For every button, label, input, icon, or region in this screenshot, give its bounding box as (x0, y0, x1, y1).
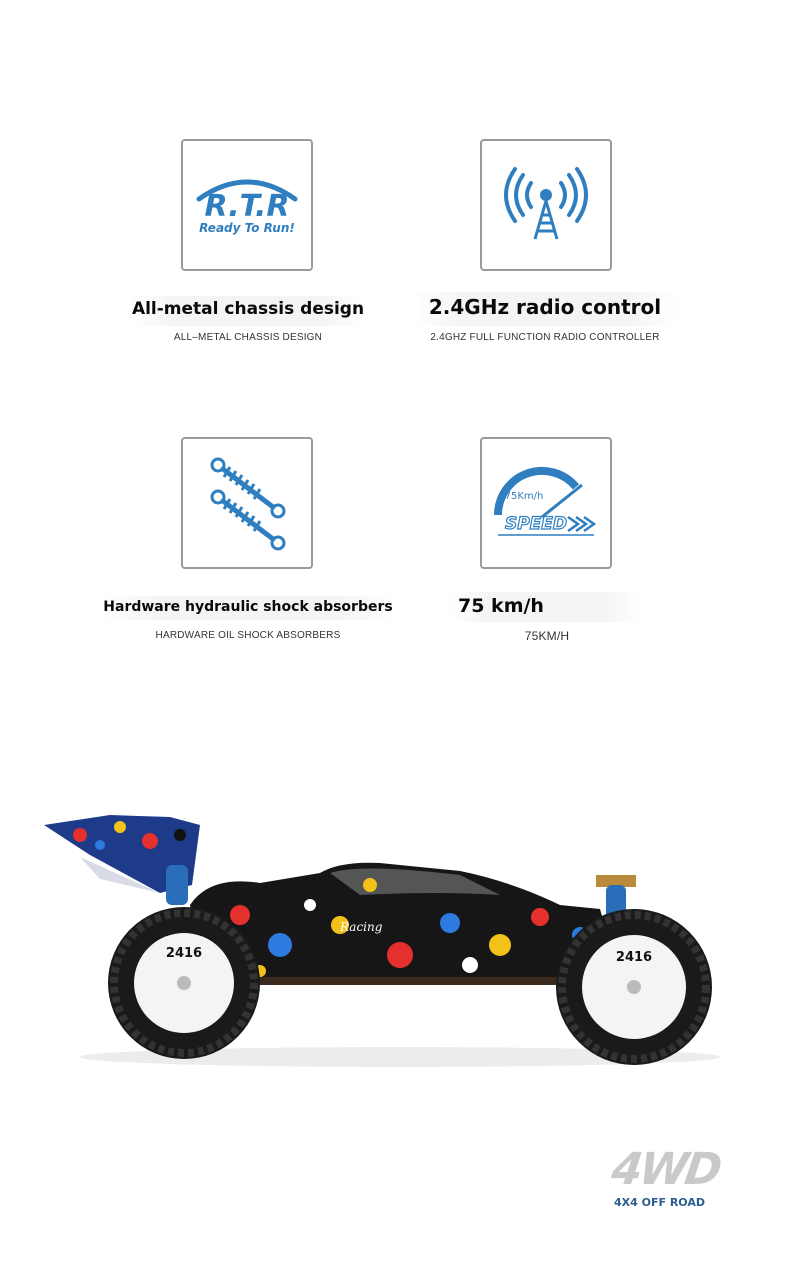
4wd-badge (608, 1144, 723, 1214)
front-wheel-text: 2416 (615, 950, 653, 965)
speed-value-text: 75Km/h (504, 491, 544, 502)
car-body-text: Racing (340, 920, 383, 934)
rtr-main-text: R.T.R (204, 189, 290, 224)
radio-icon-box (480, 139, 612, 271)
rtr-icon-box (181, 139, 313, 271)
shock-icon-box (181, 437, 313, 569)
rear-wheel-text: 2416 (165, 946, 203, 961)
feature-subtitle-shocks: HARDWARE OIL SHOCK ABSORBERS (155, 630, 341, 641)
feature-subtitle-speed: 75KM/H (524, 629, 570, 643)
rtr-ready-to-run-icon (191, 169, 303, 241)
shock-absorber-icon (202, 453, 292, 553)
speedometer-icon (490, 463, 602, 543)
speed-icon-box (480, 437, 612, 569)
rear-wheel (108, 907, 260, 1059)
rc-buggy-car (40, 805, 740, 1085)
feature-title-radio: 2.4GHz radio control (410, 292, 680, 326)
radio-signal-tower-icon (501, 165, 591, 245)
feature-subtitle-chassis: ALL–METAL CHASSIS DESIGN (173, 332, 323, 343)
speed-label-text: SPEED (504, 514, 568, 534)
feature-title-speed: 75 km/h (450, 592, 642, 622)
4wd-badge-small-text: 4X4 OFF ROAD (614, 1196, 705, 1209)
feature-subtitle-radio: 2.4GHZ FULL FUNCTION RADIO CONTROLLER (430, 332, 660, 343)
4wd-badge-big-text: 4WD (608, 1144, 723, 1195)
front-wheel (556, 909, 712, 1065)
rtr-sub-text: Ready To Run! (199, 221, 295, 235)
feature-title-chassis: All-metal chassis design (130, 296, 366, 326)
feature-title-shocks: Hardware hydraulic shock absorbers (100, 596, 396, 620)
